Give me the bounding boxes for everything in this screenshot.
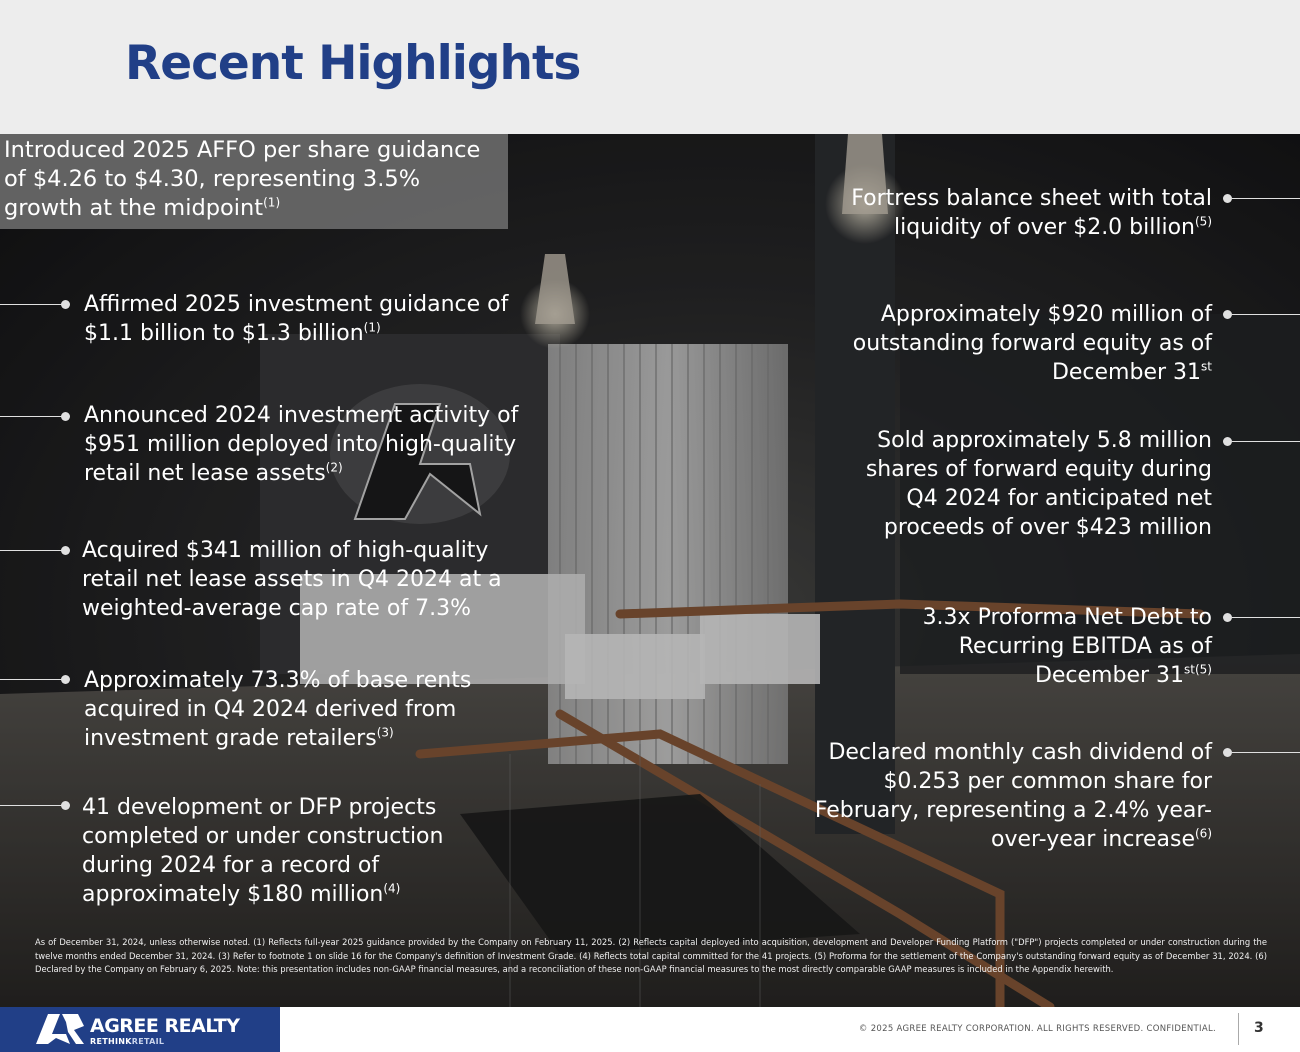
bullet-dot [1223,748,1232,757]
highlight-liquidity: Fortress balance sheet with total liquidity of over $2.0 billion$^{(5)}$ [851,186,1212,240]
company-tagline: RETHINKRETAIL [90,1037,165,1046]
copyright-notice: © 2025 AGREE REALTY CORPORATION. ALL RIGHTS RESERVED. CONFIDENTIAL. [858,1024,1216,1034]
bullet-dot [1223,310,1232,319]
footnotes: As of December 31, 2024, unless otherwise noted. (1) Reflects full-year 2025 guidance provided by the Company on February 11, 2025. (2) Reflects capital deployed into acquisition, development and Developer Funding Platform ("DFP") projects completed or under construction during the twelve months ended December 31, 2024. (3) Refer to footnote 1 on slide 16 for the Company's definition of Investment Grade. (4) Reflects total capital committed for the 41 projects. (5) Proforma for the settlement of the Company's outstanding forward equity as of December 31, 2024. (6) Declared by the Company on February 6, 2025. Note: this presentation includes non-GAAP financial measures, and a reconciliation of these non-GAAP financial measures to the most directly comparable GAAP measures is included in the Appendix herewith. [35,937,1267,974]
slide-header [0,0,1300,134]
slide-footer [0,1007,1300,1052]
guidance-callout-text: Introduced 2025 AFFO per share guidance of $4.26 to $4.30, representing 3.5% growth at the midpoint$^{(1)}$ [4,137,481,221]
highlight-net-debt-ratio: 3.3x Proforma Net Debt to Recurring EBITDA as of December $31^{st(5)}$ [922,605,1212,688]
connector-line [0,550,62,551]
bullet-dot [1223,437,1232,446]
bullet-dot [61,546,70,555]
page-number-divider [1238,1013,1239,1045]
slide-title: Recent Highlights [125,36,581,91]
connector-line [0,805,62,806]
connector-line [1232,198,1300,199]
bullet-dot [1223,194,1232,203]
highlight-forward-equity-sales: Sold approximately 5.8 million shares of forward equity during Q4 2024 for anticipated net proceeds of over $423 million [865,428,1212,540]
highlight-development-projects: 41 development or DFP projects completed or under construction during 2024 for a record of approximately $180 million$^{(4)}$ [82,795,444,907]
bullet-dot [61,412,70,421]
connector-line [1232,617,1300,618]
guidance-callout-box [0,134,508,229]
bullet-dot [61,801,70,810]
connector-line [0,679,62,680]
agree-logo-icon [34,1012,86,1046]
highlight-2024-investment-activity: Announced 2024 investment activity of $951 million deployed into high-quality retail net lease assets$^{(2)}$ [84,403,519,486]
company-name: AGREE REALTY [90,1015,240,1037]
connector-line [1232,314,1300,315]
connector-line [0,304,62,305]
bullet-dot [61,675,70,684]
bullet-dot [1223,613,1232,622]
page-number: 3 [1254,1020,1264,1036]
highlight-investment-grade-rents: Approximately 73.3% of base rents acquired in Q4 2024 derived from investment grade retailers$^{(3)}$ [84,668,472,751]
highlight-forward-equity: Approximately $920 million of outstanding forward equity as of December 31st [852,302,1212,385]
highlight-q4-acquisitions: Acquired $341 million of high-quality retail net lease assets in Q4 2024 at a weighted-average cap rate of 7.3% [82,538,502,621]
bullet-dot [61,300,70,309]
connector-line [1232,441,1300,442]
connector-line [0,416,62,417]
connector-line [1232,752,1300,753]
company-logo [0,1007,280,1052]
highlight-monthly-dividend: Declared monthly cash dividend of $0.253 per common share for February, representing a 2.4% year-over-year increase$^{(6)}$ [814,740,1212,852]
highlight-investment-guidance: Affirmed 2025 investment guidance of $1.1 billion to $1.3 billion$^{(1)}$ [84,292,509,346]
